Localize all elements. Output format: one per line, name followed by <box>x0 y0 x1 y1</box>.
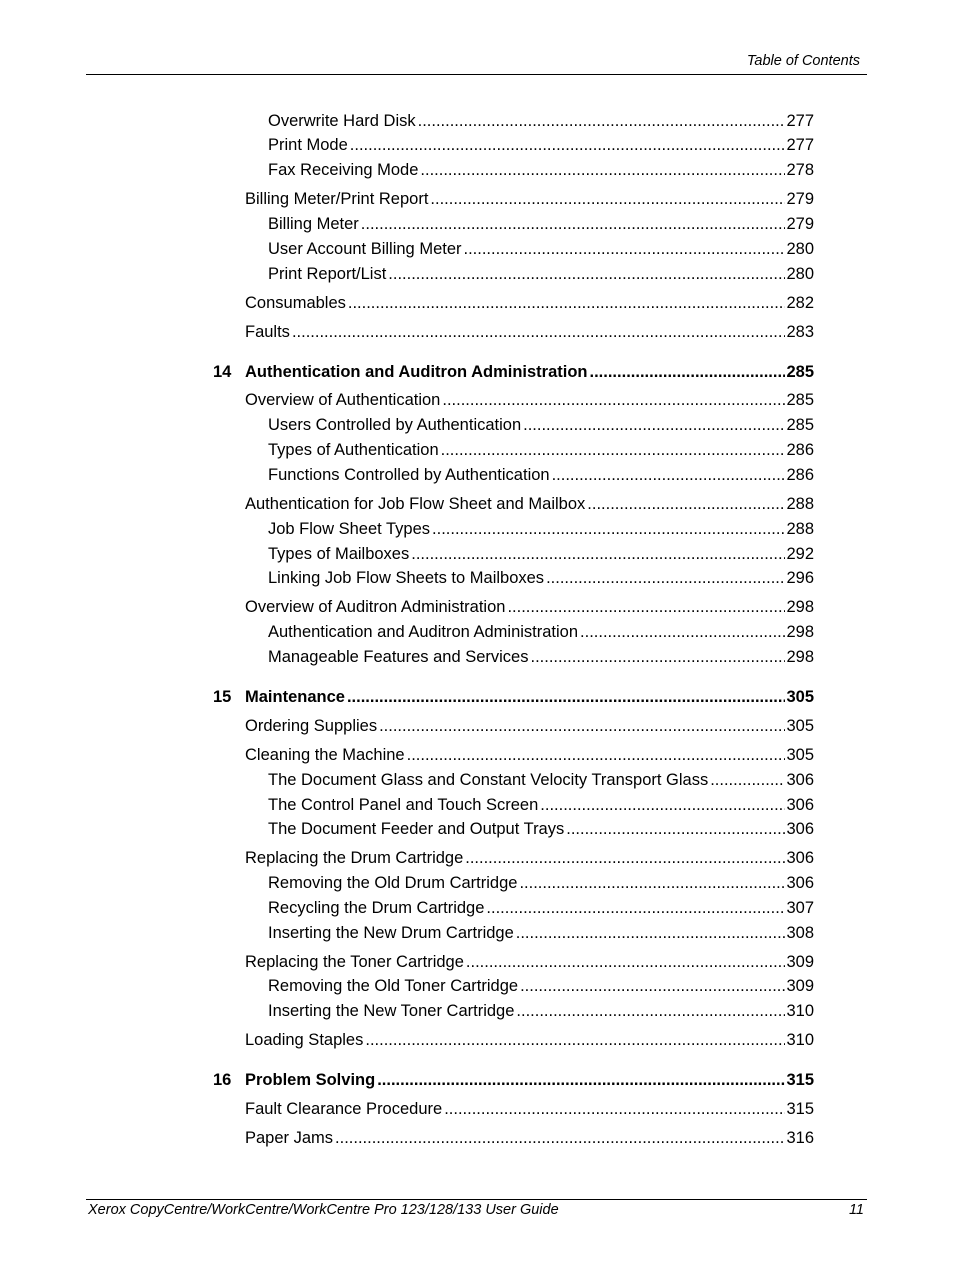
toc-entry-title: Job Flow Sheet Types <box>268 520 431 538</box>
dot-leader <box>441 440 786 460</box>
dot-leader <box>546 568 785 588</box>
toc-entry-title: Fax Receiving Mode <box>268 161 419 179</box>
header-divider <box>86 74 867 75</box>
toc-entry-title: Replacing the Drum Cartridge <box>245 849 464 867</box>
toc-entry-page: 305 <box>786 717 814 735</box>
dot-leader <box>580 622 785 642</box>
toc-entry-title: Functions Controlled by Authentication <box>268 466 550 484</box>
toc-entry-page: 306 <box>786 771 814 789</box>
toc-entry-page: 277 <box>786 112 814 130</box>
toc-entry-page: 279 <box>786 215 814 233</box>
toc-entry[interactable] <box>245 597 814 617</box>
toc-entry[interactable] <box>268 795 814 815</box>
toc-entry[interactable] <box>268 239 814 259</box>
toc-entry[interactable] <box>268 898 814 918</box>
toc-entry-page: 298 <box>786 623 814 641</box>
toc-entry[interactable] <box>245 189 814 209</box>
toc-entry[interactable] <box>245 716 814 736</box>
toc-entry-title: Inserting the New Drum Cartridge <box>268 924 514 942</box>
toc-entry-title: Problem Solving <box>245 1071 376 1089</box>
toc-entry-page: 310 <box>786 1002 814 1020</box>
dot-leader <box>292 322 786 342</box>
toc-entry[interactable] <box>268 214 814 234</box>
toc-entry-title: Print Mode <box>268 136 348 154</box>
dot-leader <box>361 214 786 234</box>
dot-leader <box>587 494 785 514</box>
chapter-number: 15 <box>213 688 232 706</box>
toc-entry-title: Cleaning the Machine <box>245 746 405 764</box>
running-header: Table of Contents <box>746 53 860 69</box>
toc-entry-title: Overwrite Hard Disk <box>268 112 416 130</box>
toc-entry[interactable] <box>245 1128 814 1148</box>
toc-entry-title: Removing the Old Drum Cartridge <box>268 874 518 892</box>
toc-chapter-entry[interactable] <box>213 362 814 382</box>
toc-entry[interactable] <box>268 264 814 284</box>
dot-leader <box>519 873 785 893</box>
toc-entry-title: Print Report/List <box>268 265 387 283</box>
toc-entry-page: 288 <box>786 520 814 538</box>
toc-entry-title: Consumables <box>245 294 346 312</box>
toc-entry-page: 316 <box>786 1129 814 1147</box>
toc-entry-page: 315 <box>786 1071 814 1089</box>
toc-entry[interactable] <box>268 873 814 893</box>
toc-entry-title: Linking Job Flow Sheets to Mailboxes <box>268 569 545 587</box>
toc-chapter-entry[interactable] <box>213 687 814 707</box>
toc-entry-page: 283 <box>786 323 814 341</box>
dot-leader <box>335 1128 785 1148</box>
toc-entry[interactable] <box>268 647 814 667</box>
dot-leader <box>420 160 785 180</box>
toc-entry[interactable] <box>268 465 814 485</box>
toc-entry-page: 305 <box>786 688 814 706</box>
toc-entry[interactable] <box>268 415 814 435</box>
toc-entry-page: 285 <box>786 416 814 434</box>
toc-entry-title: Recycling the Drum Cartridge <box>268 899 485 917</box>
toc-entry-page: 309 <box>786 977 814 995</box>
toc-entry-title: The Control Panel and Touch Screen <box>268 796 539 814</box>
toc-entry[interactable] <box>268 819 814 839</box>
toc-entry[interactable] <box>245 848 814 868</box>
dot-leader <box>350 135 786 155</box>
toc-entry-page: 310 <box>786 1031 814 1049</box>
toc-entry[interactable] <box>245 952 814 972</box>
toc-entry-page: 279 <box>786 190 814 208</box>
toc-entry-title: Types of Authentication <box>268 441 439 459</box>
toc-entry-title: Faults <box>245 323 290 341</box>
dot-leader <box>348 293 786 313</box>
toc-entry-title: Maintenance <box>245 688 345 706</box>
toc-entry[interactable] <box>268 1001 814 1021</box>
toc-entry-page: 309 <box>786 953 814 971</box>
toc-entry-page: 277 <box>786 136 814 154</box>
dot-leader <box>365 1030 785 1050</box>
dot-leader <box>507 597 785 617</box>
dot-leader <box>442 390 785 410</box>
footer-page-number: 11 <box>848 1202 864 1218</box>
dot-leader <box>520 976 785 996</box>
toc-entry-title: Billing Meter <box>268 215 359 233</box>
toc-entry-title: Removing the Old Toner Cartridge <box>268 977 519 995</box>
toc-entry-title: Authentication and Auditron Administration <box>268 623 579 641</box>
dot-leader <box>590 362 786 382</box>
dot-leader <box>347 687 786 707</box>
toc-chapter-entry[interactable] <box>213 1070 814 1090</box>
dot-leader <box>407 745 786 765</box>
dot-leader <box>411 544 785 564</box>
toc-entry-page: 308 <box>786 924 814 942</box>
toc-entry-title: Replacing the Toner Cartridge <box>245 953 464 971</box>
toc-entry-page: 306 <box>786 849 814 867</box>
toc-entry-title: Overview of Authentication <box>245 391 441 409</box>
toc-entry[interactable] <box>245 494 814 514</box>
toc-entry-page: 280 <box>786 240 814 258</box>
footer-guide-title: Xerox CopyCentre/WorkCentre/WorkCentre Pro 123/128/133 User Guide <box>88 1202 559 1218</box>
toc-entry-page: 307 <box>786 899 814 917</box>
dot-leader <box>466 952 786 972</box>
toc-entry-title: Loading Staples <box>245 1031 364 1049</box>
toc-entry-page: 305 <box>786 746 814 764</box>
toc-entry-page: 286 <box>786 441 814 459</box>
toc-entry[interactable] <box>268 544 814 564</box>
toc-entry-page: 286 <box>786 466 814 484</box>
toc-entry[interactable] <box>268 770 814 790</box>
footer-divider <box>86 1199 867 1200</box>
toc-entry-page: 306 <box>786 796 814 814</box>
toc-entry-page: 285 <box>786 391 814 409</box>
dot-leader <box>444 1099 785 1119</box>
toc-entry-page: 280 <box>786 265 814 283</box>
toc-entry-title: Overview of Auditron Administration <box>245 598 506 616</box>
toc-entry-page: 306 <box>786 874 814 892</box>
toc-entry-page: 296 <box>786 569 814 587</box>
toc-entry-title: Ordering Supplies <box>245 717 378 735</box>
toc-entry-title: Paper Jams <box>245 1129 334 1147</box>
dot-leader <box>523 415 785 435</box>
toc-entry-title: Inserting the New Toner Cartridge <box>268 1002 515 1020</box>
dot-leader <box>418 111 786 131</box>
toc-entry[interactable] <box>245 293 814 313</box>
toc-entry-page: 315 <box>786 1100 814 1118</box>
toc-entry-title: The Document Feeder and Output Trays <box>268 820 565 838</box>
toc-entry-page: 285 <box>786 363 814 381</box>
dot-leader <box>379 716 785 736</box>
toc-entry[interactable] <box>268 135 814 155</box>
toc-entry[interactable] <box>268 111 814 131</box>
dot-leader <box>465 848 785 868</box>
toc-entry[interactable] <box>268 976 814 996</box>
dot-leader <box>464 239 786 259</box>
toc-entry-page: 288 <box>786 495 814 513</box>
toc-entry-title: User Account Billing Meter <box>268 240 462 258</box>
dot-leader <box>552 465 786 485</box>
toc-entry[interactable] <box>245 745 814 765</box>
dot-leader <box>430 189 785 209</box>
chapter-number: 16 <box>213 1071 232 1089</box>
toc-entry-title: Billing Meter/Print Report <box>245 190 429 208</box>
toc-entry[interactable] <box>268 440 814 460</box>
dot-leader <box>432 519 785 539</box>
toc-entry[interactable] <box>245 1030 814 1050</box>
toc-entry[interactable] <box>268 568 814 588</box>
dot-leader <box>540 795 785 815</box>
dot-leader <box>377 1070 785 1090</box>
toc-entry-page: 292 <box>786 545 814 563</box>
toc-entry-title: Authentication and Auditron Administration <box>245 363 588 381</box>
toc-entry-page: 306 <box>786 820 814 838</box>
toc-entry-title: Fault Clearance Procedure <box>245 1100 443 1118</box>
toc-entry-title: The Document Glass and Constant Velocity Transport Glass <box>268 771 709 789</box>
chapter-number: 14 <box>213 363 232 381</box>
toc-entry[interactable] <box>245 1099 814 1119</box>
toc-entry[interactable] <box>268 923 814 943</box>
dot-leader <box>486 898 785 918</box>
toc-entry-title: Types of Mailboxes <box>268 545 410 563</box>
toc-entry-page: 282 <box>786 294 814 312</box>
toc-entry-page: 278 <box>786 161 814 179</box>
toc-entry-page: 298 <box>786 598 814 616</box>
toc-entry[interactable] <box>268 519 814 539</box>
toc-entry-title: Authentication for Job Flow Sheet and Mailbox <box>245 495 586 513</box>
dot-leader <box>388 264 785 284</box>
toc-entry[interactable] <box>245 322 814 342</box>
toc-entry[interactable] <box>268 622 814 642</box>
dot-leader <box>516 1001 785 1021</box>
toc-entry-title: Manageable Features and Services <box>268 648 529 666</box>
toc-entry[interactable] <box>268 160 814 180</box>
dot-leader <box>516 923 786 943</box>
toc-entry-page: 298 <box>786 648 814 666</box>
dot-leader <box>566 819 785 839</box>
toc-entry[interactable] <box>245 390 814 410</box>
toc-entry-title: Users Controlled by Authentication <box>268 416 522 434</box>
dot-leader <box>710 770 785 790</box>
dot-leader <box>531 647 786 667</box>
